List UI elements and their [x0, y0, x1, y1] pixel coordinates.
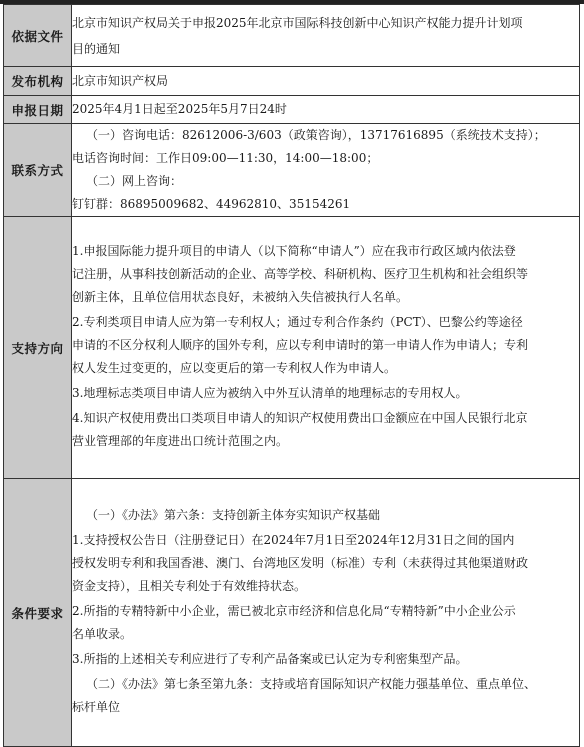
- table-row-conditions: [4, 479, 580, 747]
- text-line: 营业管理部的年度进出口统计范围之内。: [72, 434, 289, 448]
- support-item-4: [72, 407, 579, 453]
- condition-heading-2: [72, 673, 579, 719]
- condition-item-1: [72, 529, 579, 598]
- condition-heading-1: [72, 504, 579, 527]
- text-line: 记注册，从事科技创新活动的企业、高等学校、科研机构、医疗卫生机构和社会组织等: [72, 267, 529, 281]
- text-line: 权人发生过变更的，应以变更后的第一专利权人作为申请人。: [72, 361, 397, 375]
- contact-line-3: （二）网上咨询：: [86, 174, 183, 188]
- contact-value: [72, 124, 580, 217]
- row-label-conditions: 条件要求: [4, 479, 72, 747]
- row-label-basis: 依据文件: [4, 5, 72, 67]
- text-line: （一）《办法》第六条：支持创新主体夯实知识产权基础: [86, 508, 381, 522]
- date-value: [72, 96, 580, 124]
- text-line: 2.所指的专精特新中小企业，需已被北京市经济和信息化局“专精特新”中小企业公示: [72, 604, 516, 618]
- text-line: 2.专利类项目申请人应为第一专利权人；通过专利合作条约（PCT）、巴黎公约等途径: [72, 315, 523, 329]
- text-line: 4.知识产权使用费出口类项目申请人的知识产权使用费出口金额应在中国人民银行北京: [72, 411, 528, 425]
- text-line: 1.支持授权公告日（注册登记日）在2024年7月1日至2024年12月31日之间的国内: [72, 533, 515, 547]
- text-line: 创新主体，且单位信用状态良好，未被纳入失信被执行人名单。: [72, 290, 409, 304]
- text-line: 3.地理标志类项目申请人应为被纳入中外互认清单的地理标志的专用权人。: [72, 386, 468, 400]
- text-line: 名单收录。: [72, 627, 133, 641]
- support-direction-value: [72, 217, 580, 479]
- contact-line-1: （一）咨询电话：82612006-3/603（政策咨询），13717616895（系统技术支持）；: [86, 128, 546, 142]
- table-row-date: [4, 96, 580, 124]
- text-line: 申请的不区分权利人顺序的国外专利，应以专利申请时的第一申请人作为申请人；专利: [72, 338, 529, 352]
- contact-line-4: 钉钉群：86895009682、44962810、35154261: [72, 197, 351, 211]
- date-line: 2025年4月1日起至2025年5月7日24时: [72, 102, 287, 116]
- text-line: 标杆单位: [72, 700, 121, 714]
- basis-line-2: 目的通知: [72, 41, 121, 56]
- conditions-value: [72, 479, 580, 747]
- support-item-3: [72, 382, 579, 405]
- condition-item-3: [72, 648, 579, 671]
- text-line: 3.所指的上述相关专利应进行了专利产品备案或已认定为专利密集型产品。: [72, 652, 468, 666]
- basis-document-value: [72, 5, 580, 67]
- table-row-contact: [4, 124, 580, 217]
- row-label-support: 支持方向: [4, 217, 72, 479]
- text-line: 1.申报国际能力提升项目的申请人（以下简称“申请人”）应在我市行政区域内依法登: [72, 244, 516, 258]
- text-line: 授权发明专利和我国香港、澳门、台湾地区发明（标准）专利（未获得过其他渠道财政: [72, 556, 529, 570]
- text-line: （二）《办法》第七条至第九条：支持或培育国际知识产权能力强基单位、重点单位、: [86, 677, 537, 691]
- publisher-line: 北京市知识产权局: [72, 73, 169, 88]
- row-label-contact: 联系方式: [4, 124, 72, 217]
- table-row-publisher: [4, 67, 580, 96]
- text-line: 资金支持），且相关专利处于有效维持状态。: [72, 579, 307, 593]
- row-label-date: 申报日期: [4, 96, 72, 124]
- table-row-support: [4, 217, 580, 479]
- support-item-2: [72, 311, 579, 380]
- condition-item-2: [72, 600, 579, 646]
- row-label-publisher: 发布机构: [4, 67, 72, 96]
- basis-line-1: 北京市知识产权局关于申报2025年北京市国际科技创新中心知识产权能力提升计划项: [72, 15, 523, 30]
- contact-line-2: 电话咨询时间：工作日09:00—11:30，14:00—18:00；: [72, 151, 379, 165]
- table-row-basis: [4, 5, 580, 67]
- policy-info-table: [3, 4, 580, 747]
- publisher-value: [72, 67, 580, 96]
- support-item-1: [72, 240, 579, 309]
